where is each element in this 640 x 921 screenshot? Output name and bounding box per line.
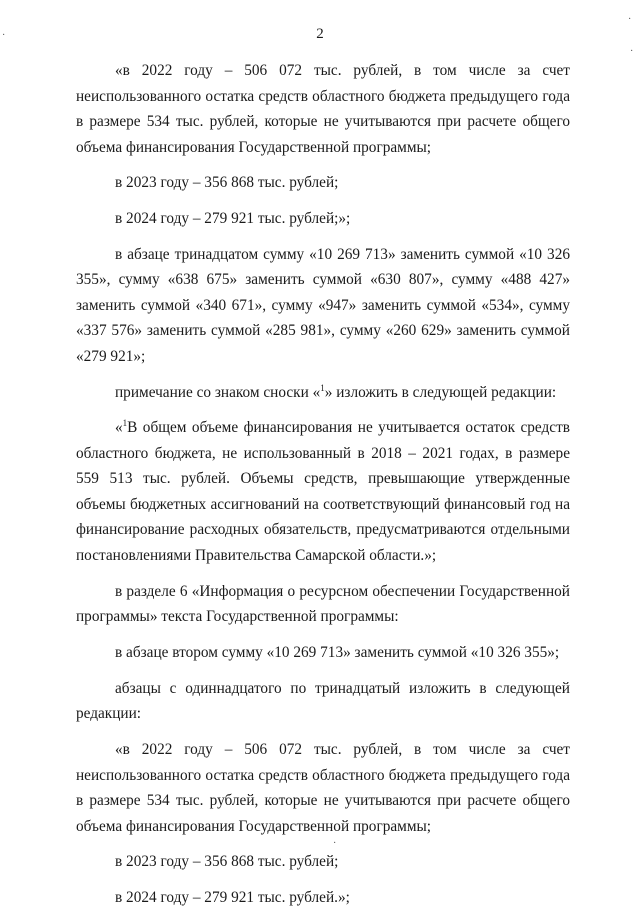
paragraph-footnote-instruction [76, 380, 570, 406]
scan-speck: · [2, 30, 6, 41]
paragraph-2022-funding: «в 2022 году – 506 072 тыс. рублей, в том числе за счет неиспользованного остатка средств областного бюджета предыдущего года в размере 534 тыс. рублей, которые не учитываются при расчете общего объема финансирования Государственной программы; [76, 62, 570, 156]
paragraph-abzacs-11-13: абзацы с одиннадцатого по тринадцатый изложить в следующей редакции: [76, 679, 570, 723]
paragraph-thirteenth-abzac: в абзаце тринадцатом сумму «10 269 713» заменить суммой «10 326 355», сумму «638 675» заменить суммой «630 807», сумму «488 427» заменить суммой «340 671», сумму «947» заменить суммой «534», сумму «337 576» заменить суммой «285 981», сумму «260 629» заменить суммой «279 921»; [76, 245, 570, 365]
page-number: 2 [316, 26, 324, 42]
footnote-text-open-quote: « [115, 419, 123, 437]
scan-speck: · [630, 46, 634, 57]
scan-speck: · [628, 14, 632, 25]
paragraph-2024-funding: в 2024 году – 279 921 тыс. рублей;»; [115, 210, 351, 228]
document-body [76, 58, 570, 921]
paragraph-2024-funding-repeat: в 2024 году – 279 921 тыс. рублей.»; [115, 889, 350, 907]
paragraph-second-abzac: в абзаце втором сумму «10 269 713» заменить суммой «10 326 355»; [115, 644, 560, 662]
footnote-instruction-after: » изложить в следующей редакции: [324, 383, 557, 401]
footnote-text-body: В общем объеме финансирования не учитывается остаток средств областного бюджета, не использованный в 2018 – 2021 годах, в размере 559 513 тыс. рублей. Объемы средств, превышающие утвержденные объемы бюджетных ассигнований на соответствующий финансовый год на финансирование расходных обязательств, предусматриваются отдельными постановлениями Правительства Самарской области.»; [76, 419, 570, 564]
paragraph-2022-funding-repeat: «в 2022 году – 506 072 тыс. рублей, в том числе за счет неиспользованного остатка средств областного бюджета предыдущего года в размере 534 тыс. рублей, которые не учитываются при расчете общего объема финансирования Государственной программы; [76, 741, 570, 835]
footnote-mark: 1 [122, 418, 128, 429]
paragraph-section-6: в разделе 6 «Информация о ресурсном обеспечении Государственной программы» текста Государственной программы: [76, 582, 570, 626]
paragraph-footnote-text [76, 415, 570, 568]
paragraph-2023-funding: в 2023 году – 356 868 тыс. рублей; [115, 174, 339, 192]
scan-speck: · [333, 838, 337, 849]
footnote-mark: 1 [320, 382, 325, 393]
paragraph-2023-funding-repeat: в 2023 году – 356 868 тыс. рублей; [115, 853, 339, 871]
footnote-instruction-before: примечание со знаком сноски « [115, 383, 321, 401]
